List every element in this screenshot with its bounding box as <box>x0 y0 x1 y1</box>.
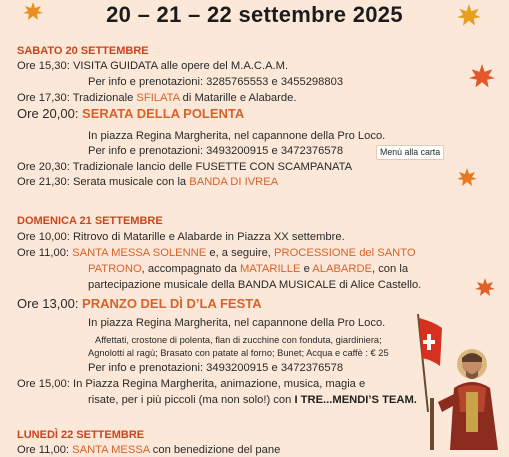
info-line: Per info e prenotazioni: 3493200915 e 3472376578 <box>88 145 344 157</box>
location-line: In piazza Regina Margherita, nel capannone della Pro Loco. <box>88 130 386 142</box>
menu-line: Affettati, crostone di polenta, flan di zucchine con fonduta, giardiniera; <box>95 335 382 345</box>
saint-statue-icon <box>428 332 509 450</box>
day-header-domenica: DOMENICA 21 SETTEMBRE <box>17 215 163 227</box>
info-line: Per info e prenotazioni: 3493200915 e 3472376578 <box>88 362 344 374</box>
event-text: , accompagnato da <box>141 263 240 275</box>
event-text: Ore 21,30: Serata musicale con la <box>17 176 190 188</box>
event-highlight: I TRE...MENDI’S TEAM. <box>294 394 417 406</box>
event-time: Ore 11,00: <box>17 444 73 456</box>
maple-leaf-icon <box>468 64 496 90</box>
event-text: e <box>300 263 313 275</box>
event-highlight: PROCESSIONE del SANTO <box>274 247 416 259</box>
event-highlight: SANTA MESSA <box>72 444 150 456</box>
event-line: Ore 15,30: VISITA GUIDATA alle opere del M.A.C.A.M. <box>17 60 289 72</box>
event-time: Ore 11,00: <box>17 247 73 259</box>
event-line: Ore 20,30: Tradizionale lancio delle FUSETTE CON SCAMPANATA <box>17 161 353 173</box>
menu-line: Agnolotti al ragù; Brasato con patate al forno; Bunet; Acqua e caffè : € 25 <box>88 348 389 358</box>
event-line <box>88 262 408 276</box>
event-line: Ore 10,00: Ritrovo di Matarille e Alabarde in Piazza XX settembre. <box>17 231 345 243</box>
event-time: Ore 13,00: <box>17 296 83 311</box>
event-text: , con la <box>372 263 409 275</box>
event-line <box>17 443 280 457</box>
event-line <box>17 175 278 189</box>
event-time: Ore 17,30: Tradizionale <box>17 92 137 104</box>
event-line <box>88 393 417 407</box>
event-text: di Matarille e Alabarde. <box>179 92 297 104</box>
event-text: risate, per i più piccoli (ma non solo!) con <box>88 394 295 406</box>
event-time: Ore 20,00: <box>17 106 83 121</box>
maple-leaf-icon <box>456 168 478 188</box>
event-highlight: ALABARDE <box>312 263 372 275</box>
location-line: In piazza Regina Margherita, nel capannone della Pro Loco. <box>88 317 386 329</box>
event-line: partecipazione musicale della BANDA MUSICALE di Alice Castello. <box>88 279 422 291</box>
menu-tag: Menù alla carta <box>376 145 444 160</box>
page-title: 20 – 21 – 22 settembre 2025 <box>106 2 403 27</box>
event-text: e, a seguire, <box>206 247 275 259</box>
day-header-lunedi: LUNEDÌ 22 SETTEMBRE <box>17 429 145 441</box>
day-header-sabato: SABATO 20 SETTEMBRE <box>17 45 149 57</box>
event-line <box>17 296 262 312</box>
event-line <box>17 91 296 105</box>
event-line <box>17 106 244 122</box>
event-highlight: BANDA DI IVREA <box>189 176 279 188</box>
event-highlight: SANTA MESSA SOLENNE <box>72 247 207 259</box>
info-line: Per info e prenotazioni: 3285765553 e 3455298803 <box>88 76 344 88</box>
event-text: con benedizione del pane <box>149 444 281 456</box>
event-line <box>17 246 416 260</box>
event-highlight: SFILATA <box>136 92 180 104</box>
event-highlight: PRANZO DEL DÌ D’LA FESTA <box>82 296 262 311</box>
event-highlight: MATARILLE <box>239 263 301 275</box>
event-highlight: PATRONO <box>88 263 142 275</box>
event-line: Ore 15,00: In Piazza Regina Margherita, animazione, musica, magia e <box>17 378 366 390</box>
event-highlight: SERATA DELLA POLENTA <box>82 106 245 121</box>
maple-leaf-icon <box>474 278 496 298</box>
